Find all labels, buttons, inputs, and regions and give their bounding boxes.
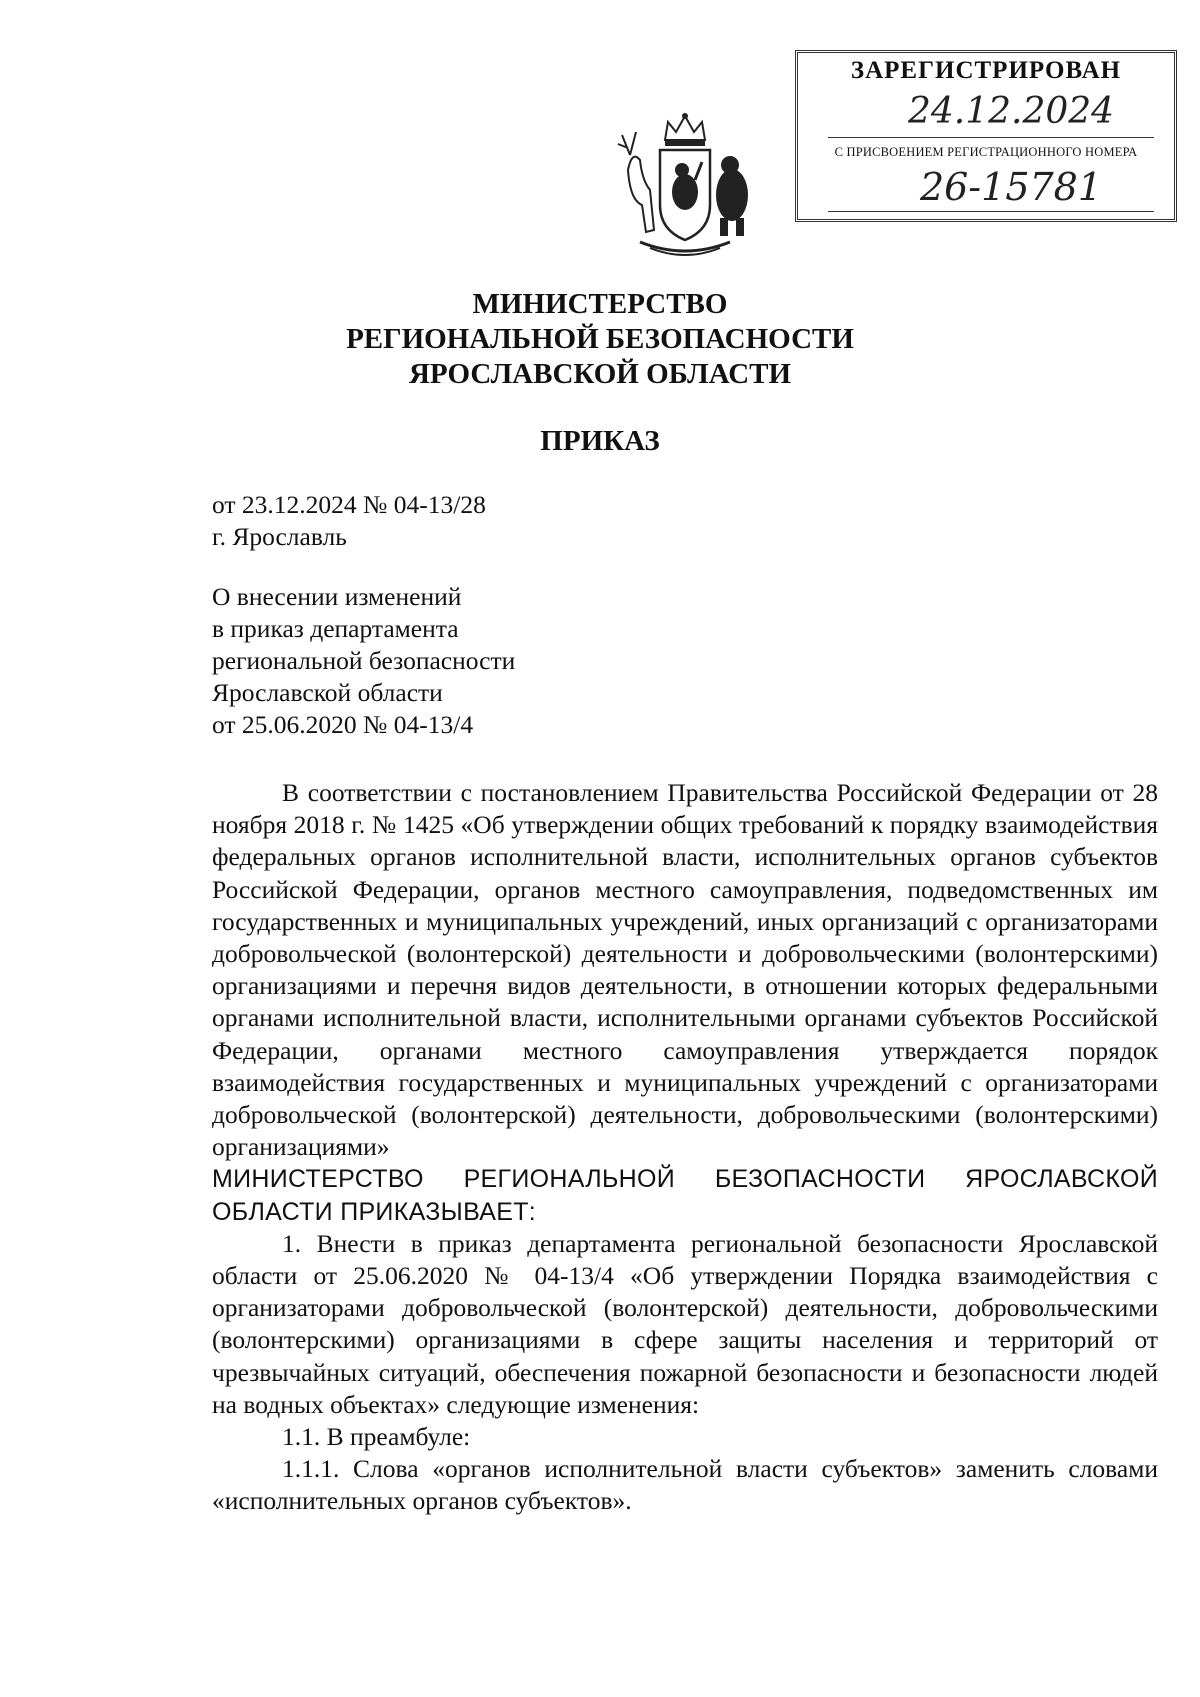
subject-line: Ярославской области	[212, 678, 443, 707]
document-body	[212, 777, 1158, 1518]
subject-line: региональной безопасности	[212, 646, 516, 675]
orders-paragraph: МИНИСТЕРСТВО РЕГИОНАЛЬНОЙ БЕЗОПАСНОСТИ ЯРОСЛАВСКОЙ ОБЛАСТИ ПРИКАЗЫВАЕТ:	[212, 1165, 1158, 1226]
stamp-subtitle: С ПРИСВОЕНИЕМ РЕГИСТРАЦИОННОГО НОМЕРА	[834, 145, 1138, 159]
stamp-title: ЗАРЕГИСТРИРОВАН	[850, 57, 1122, 84]
stamp-number: 26-15781	[919, 165, 1103, 209]
item-1-paragraph: 1. Внести в приказ департамента региональной безопасности Ярославской области от 25.06.2020 № 04-13/4 «Об утверждении Порядка взаимодействия с организаторами добровольческой (волонтерской) деятельности, добровольческими (волонтерскими) организациями в сфере защиты населения и территорий от чрезвычайных ситуаций, обеспечения пожарной безопасности и безопасности людей на водных объектах» следующие изменения:	[212, 1228, 1158, 1419]
subject-line: от 25.06.2020 № 04-13/4	[212, 710, 474, 739]
ministry-line: РЕГИОНАЛЬНОЙ БЕЗОПАСНОСТИ	[346, 323, 854, 355]
subject-line: в приказ департамента	[212, 614, 459, 643]
preamble-paragraph: В соответствии с постановлением Правительства Российской Федерации от 28 ноября 2018 г. № 1425 «Об утверждении общих требований к порядку взаимодействия федеральных органов исполнительной власти, исполнительных органов субъектов Российской Федерации, органов местного самоуправления, подведомственных им государственных и муниципальных учреждений, иных организаций с организаторами добровольческой (волонтерской) деятельности и добровольческими (волонтерскими) организациями и перечня видов деятельности, в отношении которых федеральными органами исполнительной власти, исполнительными органами субъектов Российской Федерации, органами местного самоуправления утверждается порядок взаимодействия государственных и муниципальных учреждений с организаторами добровольческой (волонтерской) деятельности, добровольческими (волонтерскими) организациями»	[212, 778, 1158, 1162]
date-and-number: от 23.12.2024 № 04-13/28	[212, 490, 486, 519]
stamp-date: 24.12.2024	[907, 91, 1115, 132]
stamp-divider	[828, 211, 1154, 212]
ministry-line: ЯРОСЛАВСКОЙ ОБЛАСТИ	[408, 358, 792, 390]
item-1-1-paragraph: 1.1. В преамбуле:	[282, 1422, 471, 1452]
city: г. Ярославль	[212, 522, 347, 551]
item-1-1-1-paragraph: 1.1.1. Слова «органов исполнительной власти субъектов» заменить словами «исполнительных органов субъектов».	[212, 1454, 1158, 1516]
ministry-line: МИНИСТЕРСТВО	[472, 288, 728, 320]
document-meta	[212, 489, 486, 553]
document-type: ПРИКАЗ	[540, 425, 660, 457]
document-subject	[212, 581, 515, 741]
subject-line: О внесении изменений	[212, 582, 462, 611]
registration-stamp	[795, 50, 1177, 222]
ministry-name	[200, 287, 1000, 392]
stamp-divider	[828, 137, 1154, 138]
coat-of-arms-icon	[610, 110, 760, 262]
